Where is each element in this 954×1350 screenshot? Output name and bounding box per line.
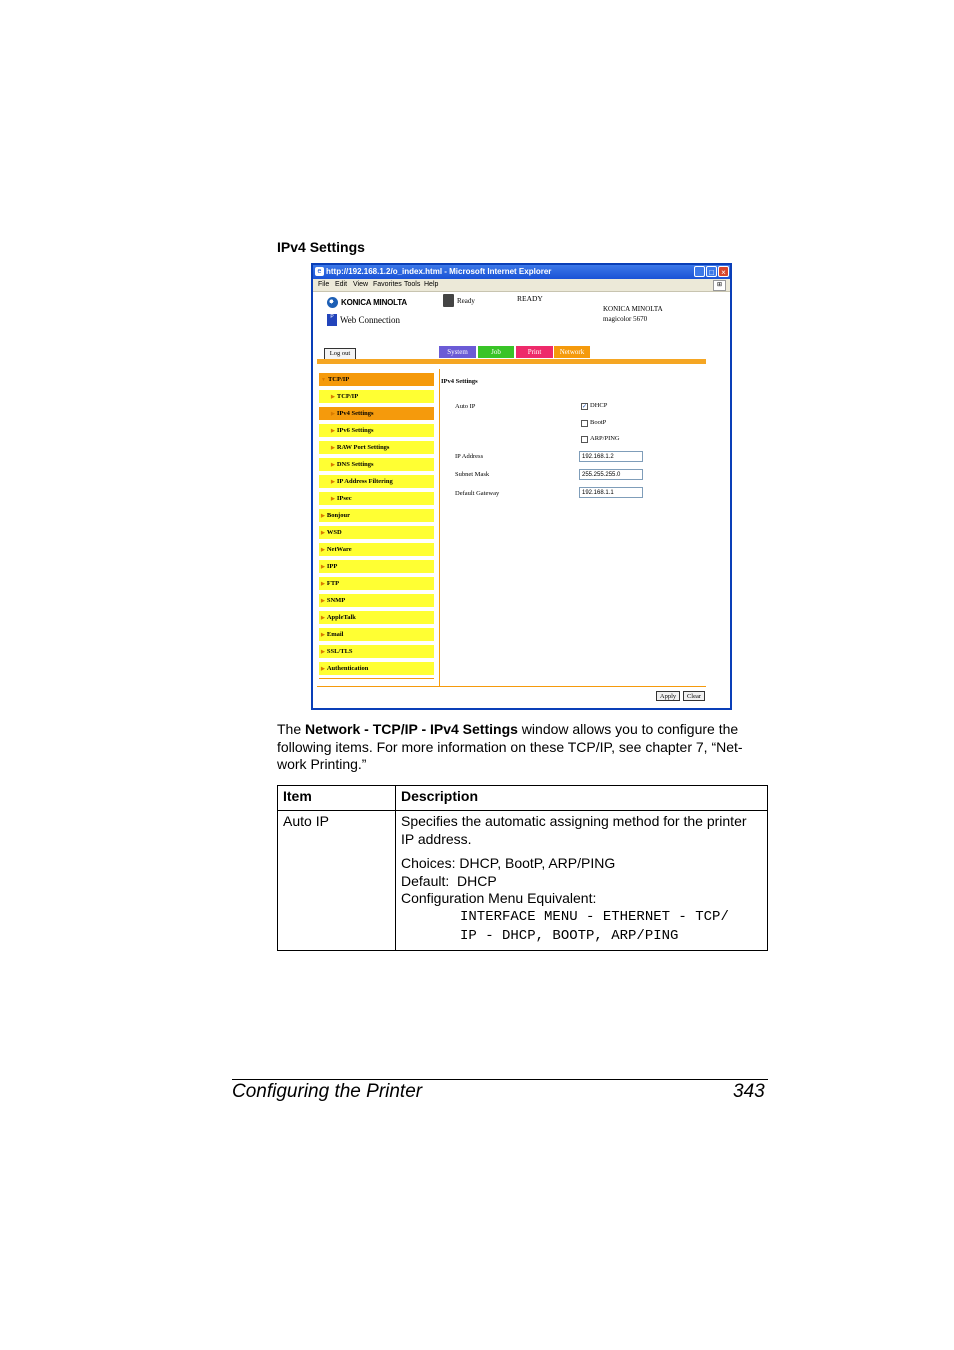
menu-edit[interactable]: Edit: [335, 281, 348, 288]
sidebar-item[interactable]: [319, 441, 434, 454]
description-text: Specifies the automatic assigning method for the printer IP address.: [401, 813, 747, 847]
sidebar-item[interactable]: [319, 560, 434, 573]
sidebar-item-label: SNMP: [326, 597, 346, 604]
arrow-right-icon: ▶: [331, 395, 335, 400]
status-small: Ready: [457, 297, 475, 305]
gateway-label: Default Gateway: [455, 490, 500, 497]
arrow-right-icon: ▶: [331, 497, 335, 502]
sidebar-item[interactable]: [319, 390, 434, 403]
sidebar-item-label: RAW Port Settings: [336, 444, 390, 451]
sidebar-item-label: Bonjour: [326, 512, 350, 519]
subnet-mask-input[interactable]: 255.255.255.0: [579, 469, 643, 480]
sidebar-item-label: IPP: [326, 563, 338, 570]
maximize-icon[interactable]: □: [706, 266, 717, 277]
table-row: [278, 811, 768, 951]
arrow-right-icon: ▶: [321, 667, 325, 672]
item-cell: Auto IP: [278, 811, 396, 951]
header-item: Item: [278, 786, 396, 811]
minimize-icon[interactable]: _: [694, 266, 705, 277]
menu-path-line-1: INTERFACE MENU - ETHERNET - TCP/: [460, 908, 729, 925]
footer-rule: [232, 1079, 768, 1080]
arp-ping-label: ARP/PING: [590, 435, 620, 442]
arrow-right-icon: ▶: [331, 446, 335, 451]
printer-icon: [443, 294, 454, 307]
default-text: Default: DHCP: [401, 872, 497, 889]
sidebar-item[interactable]: [319, 662, 434, 675]
sidebar-item-label: SSL/TLS: [326, 648, 353, 655]
arrow-right-icon: ▶: [331, 463, 335, 468]
window-title: http://192.168.1.2/o_index.html - Microsoft Internet Explorer: [326, 267, 552, 276]
sidebar-item[interactable]: [319, 611, 434, 624]
arrow-right-icon: ▶: [321, 531, 325, 536]
sidebar-item-label: TCP/IP: [327, 376, 350, 383]
arrow-right-icon: ▶: [321, 582, 325, 587]
menu-equivalent-text: Configuration Menu Equivalent:: [401, 890, 597, 906]
sidebar-item-label: Email: [326, 631, 344, 638]
arrow-right-icon: ▶: [321, 633, 325, 638]
sidebar-item[interactable]: [319, 594, 434, 607]
menu-path-line-2: IP - DHCP, BOOTP, ARP/PING: [460, 927, 679, 944]
arrow-right-icon: ▶: [321, 514, 325, 519]
ie-icon: e: [315, 267, 324, 276]
check-icon: ✓: [582, 404, 588, 410]
sidebar-item[interactable]: [319, 424, 434, 437]
tab-network[interactable]: Network: [554, 346, 590, 358]
web-connection-title: Web Connection: [340, 315, 401, 325]
sidebar-item[interactable]: [319, 645, 434, 658]
intro-paragraph: [277, 721, 767, 774]
bootp-label: BootP: [590, 419, 607, 426]
sidebar-item-label: IPv6 Settings: [336, 427, 374, 434]
sidebar-item[interactable]: [319, 577, 434, 590]
ip-address-label: IP Address: [455, 453, 484, 460]
apply-button[interactable]: Apply: [656, 691, 680, 701]
menu-bar: [313, 279, 730, 292]
sidebar-item-label: IP Address Filtering: [336, 478, 393, 485]
menu-help[interactable]: Help: [424, 281, 439, 288]
menu-view[interactable]: View: [353, 281, 369, 288]
brand-logo: KONICA MINOLTA: [341, 298, 407, 307]
section-heading: IPv4 Settings: [277, 239, 365, 255]
sidebar-item-label: IPsec: [336, 495, 352, 502]
sidebar-item-label: AppleTalk: [326, 614, 356, 621]
brand-right: KONICA MINOLTA: [603, 305, 663, 313]
gateway-input[interactable]: 192.168.1.1: [579, 487, 643, 498]
menu-favorites[interactable]: Favorites: [373, 281, 402, 288]
sidebar-item[interactable]: [319, 509, 434, 522]
tab-system[interactable]: System: [439, 346, 476, 358]
sidebar-item[interactable]: [319, 526, 434, 539]
sidebar-item-label: FTP: [326, 580, 340, 587]
arp-ping-checkbox[interactable]: [581, 436, 588, 443]
subnet-mask-label: Subnet Mask: [455, 471, 490, 478]
clear-button[interactable]: Clear: [683, 691, 705, 701]
page-number: 343: [733, 1081, 765, 1102]
arrow-right-icon: ▶: [321, 616, 325, 621]
settings-table: [277, 785, 768, 951]
sidebar-item[interactable]: [319, 407, 434, 420]
bootp-checkbox[interactable]: [581, 420, 588, 427]
browser-screenshot: [311, 263, 732, 710]
choices-text: Choices: DHCP, BootP, ARP/PING: [401, 855, 616, 871]
tab-job[interactable]: Job: [478, 346, 514, 358]
sidebar-item-label: DNS Settings: [336, 461, 374, 468]
sidebar-item-label: IPv4 Settings: [336, 410, 374, 417]
description-cell: [396, 811, 768, 951]
arrow-down-icon: ▼: [321, 378, 326, 383]
sidebar-item[interactable]: [319, 458, 434, 471]
sidebar-item[interactable]: [319, 475, 434, 488]
para-text-post: window allows you to configure the following items. For more information on these TCP/IP, see chapter 7, “Net-work Printing.”: [277, 721, 743, 772]
nav-divider: [319, 678, 434, 679]
sidebar-item-label: WSD: [326, 529, 342, 536]
para-text-pre: The: [277, 721, 306, 737]
footer-title: Configuring the Printer: [232, 1081, 423, 1102]
footer-divider: [317, 686, 706, 687]
model-name: magicolor 5670: [603, 315, 648, 323]
logout-button[interactable]: Log out: [324, 348, 356, 360]
table-header-row: [278, 786, 768, 811]
content-title: IPv4 Settings: [441, 378, 478, 385]
windows-flag-icon: ⊞: [713, 280, 726, 291]
sidebar-item-label: TCP/IP: [336, 393, 359, 400]
content-divider: [439, 369, 440, 687]
title-bar: [313, 265, 730, 279]
tab-print[interactable]: Print: [516, 346, 553, 358]
sidebar-item-label: NetWare: [326, 546, 352, 553]
close-icon[interactable]: ×: [718, 266, 729, 277]
arrow-right-icon: ▶: [321, 599, 325, 604]
status-big: READY: [517, 294, 543, 303]
konica-logo-icon: [327, 297, 338, 308]
pagescope-icon: P: [327, 314, 337, 326]
menu-tools[interactable]: Tools: [404, 281, 421, 288]
sidebar-item[interactable]: [319, 628, 434, 641]
arrow-right-icon: ▶: [331, 429, 335, 434]
sidebar-item[interactable]: [319, 543, 434, 556]
arrow-right-icon: ▶: [331, 480, 335, 485]
dhcp-checkbox[interactable]: [581, 403, 588, 410]
sidebar-item[interactable]: [319, 373, 434, 386]
arrow-right-icon: ▶: [321, 548, 325, 553]
arrow-right-icon: ▶: [331, 412, 335, 417]
header-description: Description: [396, 786, 768, 811]
para-bold-path: Network - TCP/IP - IPv4 Settings: [305, 721, 518, 737]
dhcp-label: DHCP: [590, 402, 608, 409]
sidebar-item-label: Authentication: [326, 665, 369, 672]
auto-ip-label: Auto IP: [455, 403, 476, 410]
arrow-right-icon: ▶: [321, 565, 325, 570]
menu-file[interactable]: File: [318, 281, 330, 288]
ip-address-input[interactable]: 192.168.1.2: [579, 451, 643, 462]
arrow-right-icon: ▶: [321, 650, 325, 655]
header-bar: [317, 359, 706, 364]
sidebar-item[interactable]: [319, 492, 434, 505]
